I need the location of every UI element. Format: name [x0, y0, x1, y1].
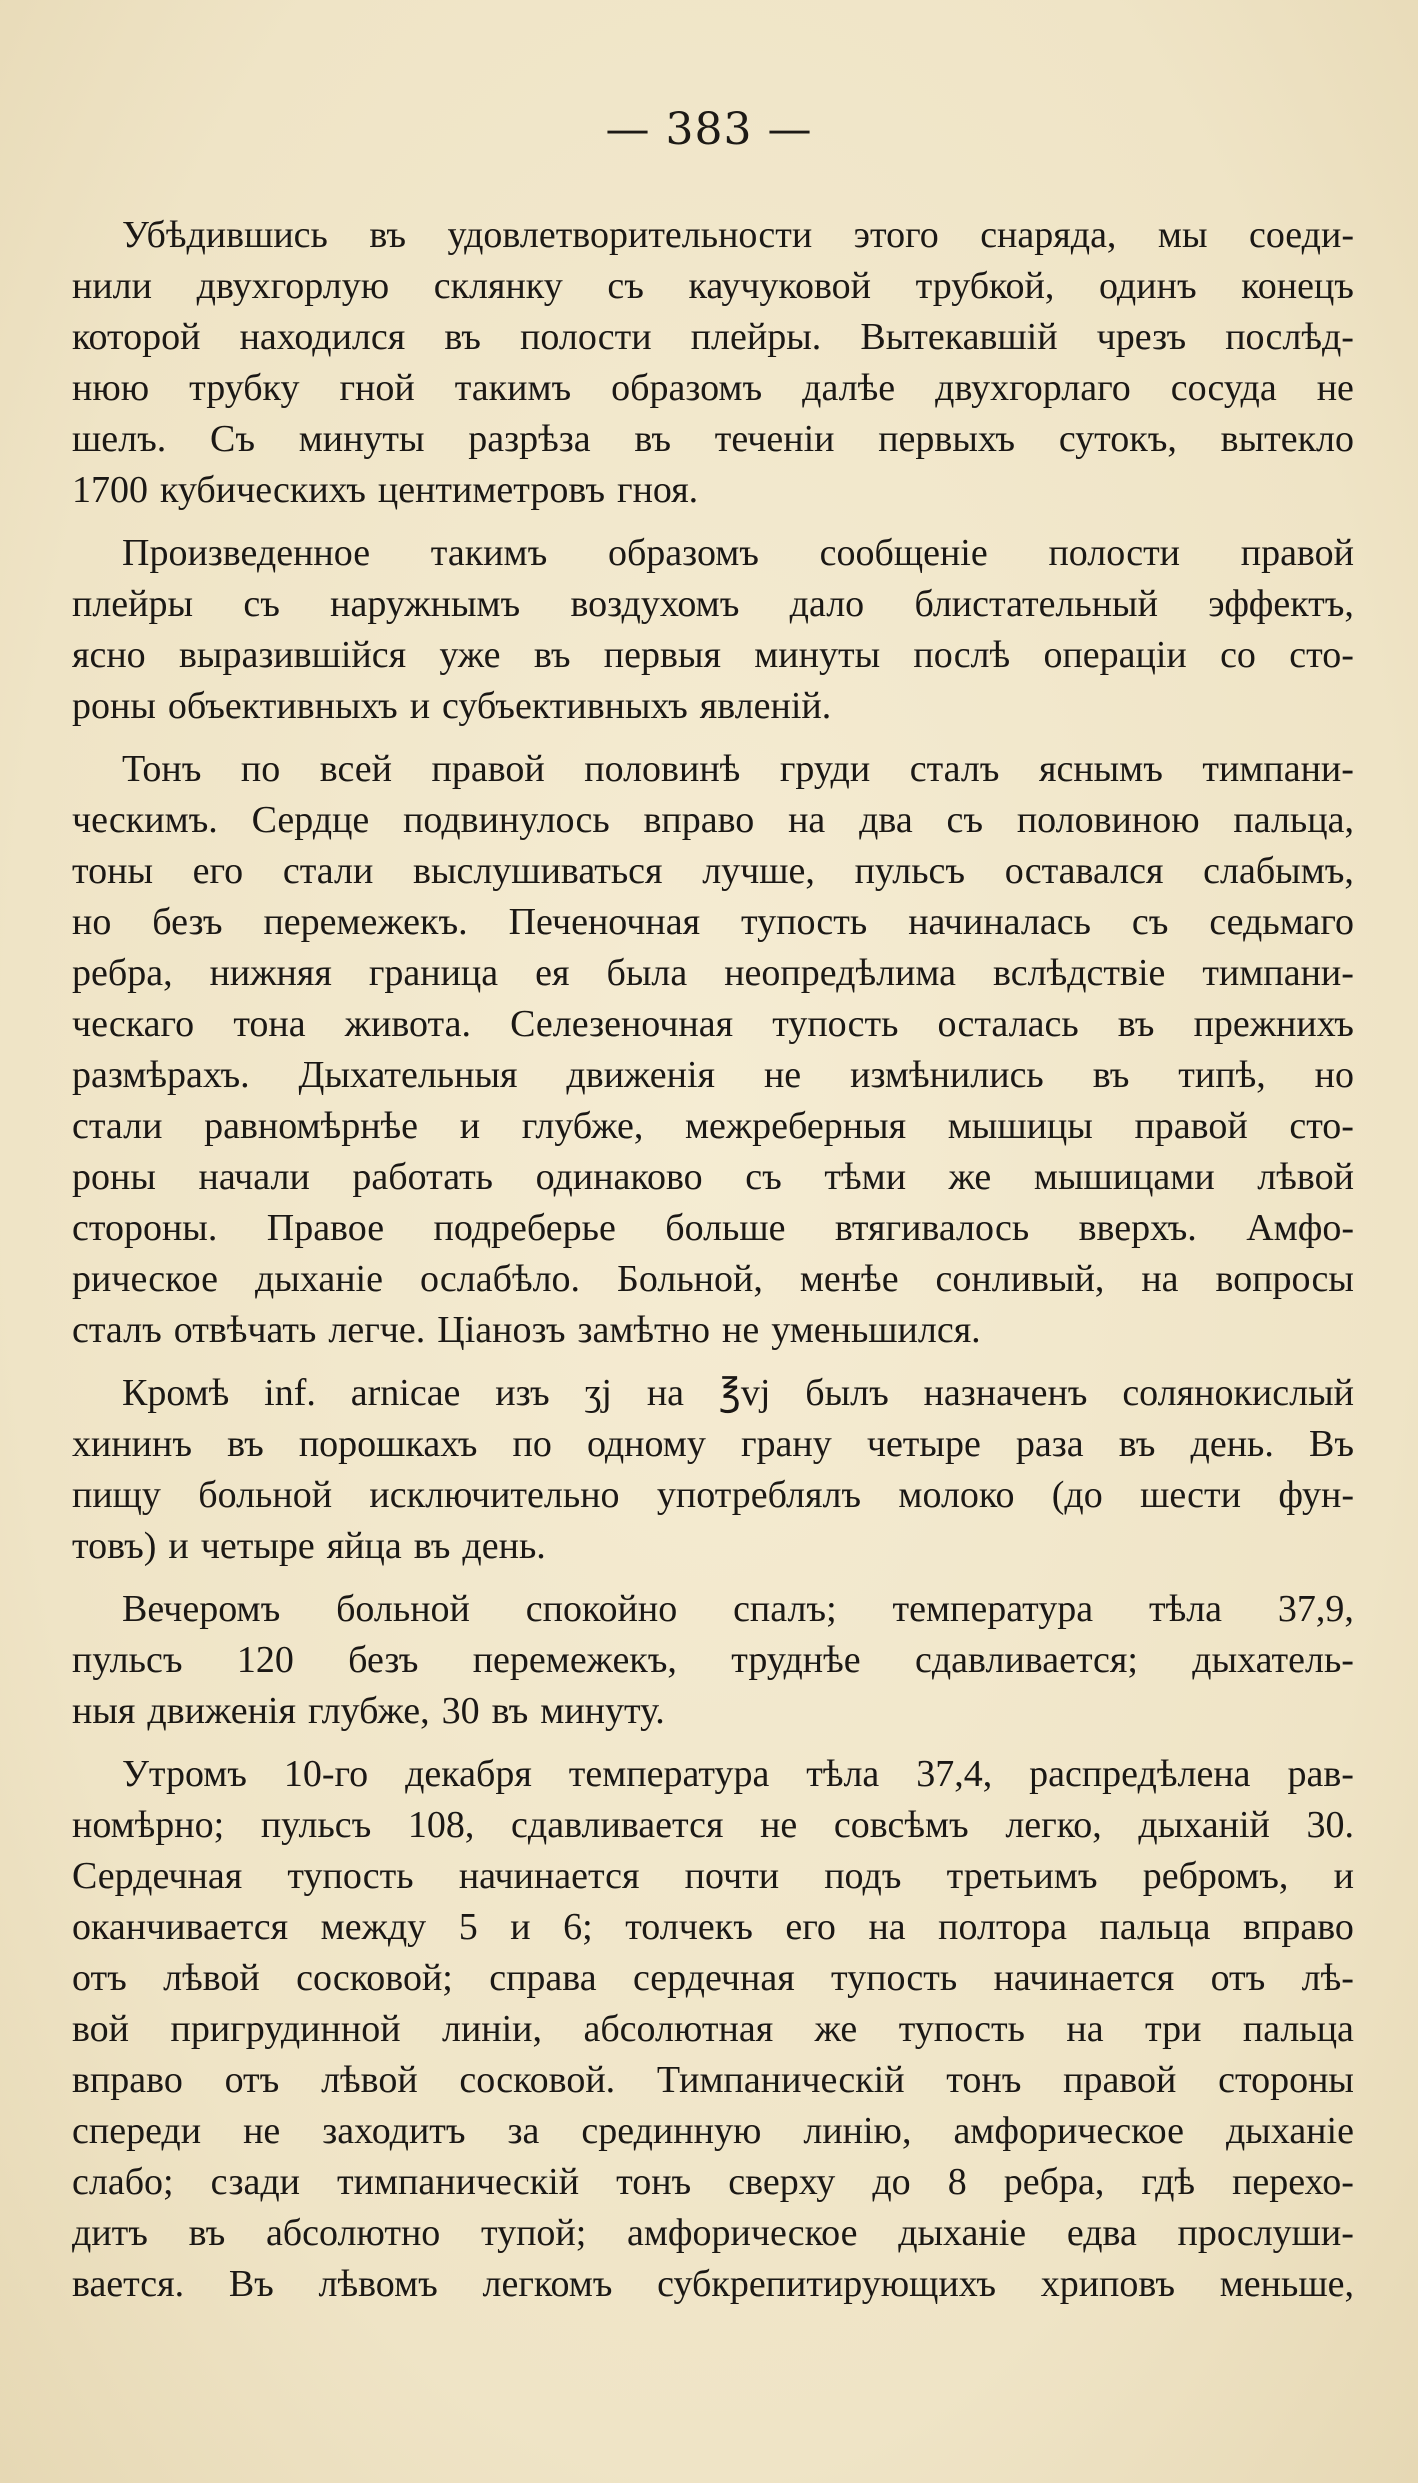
text-line: номѣрно; пульсъ 108, сдавливается не совсѣмъ легко, дыханій 30.	[72, 1804, 1354, 1846]
text-line: спереди не заходитъ за срединную линію, амфорическое дыханіе	[72, 2110, 1354, 2152]
page-number: — 383 —	[605, 104, 813, 155]
text-line: ясно выразившійся уже въ первыя минуты послѣ операціи со сто-	[72, 634, 1354, 676]
text-line: 1700 кубическихъ центиметровъ гноя.	[72, 469, 699, 511]
text-line: плейры съ наружнымъ воздухомъ дало блистательный эффектъ,	[72, 583, 1354, 625]
text-line: оканчивается между 5 и 6; толчекъ его на полтора пальца вправо	[72, 1906, 1354, 1948]
text-line: Вечеромъ больной спокойно спалъ; температура тѣла 37,9,	[122, 1588, 1354, 1630]
text-line: сталъ отвѣчать легче. Ціанозъ замѣтно не уменьшился.	[72, 1309, 981, 1351]
text-line: Кромѣ inf. arnicae изъ ʒj на ℥vj былъ назначенъ солянокислый	[122, 1372, 1354, 1414]
text-line: но безъ перемежекъ. Печеночная тупость начиналась съ седьмаго	[72, 901, 1354, 943]
text-line: отъ лѣвой сосковой; справа сердечная тупость начинается отъ лѣ-	[72, 1957, 1354, 1999]
text-line: которой находился въ полости плейры. Вытекавшій чрезъ послѣд-	[72, 316, 1354, 358]
text-line: дитъ въ абсолютно тупой; амфорическое дыханіе едва прослуши-	[72, 2212, 1354, 2254]
paragraph	[72, 1368, 1354, 1572]
text-line: ребра, нижняя граница ея была неопредѣлима вслѣдствіе тимпани-	[72, 952, 1354, 994]
text-line: вправо отъ лѣвой сосковой. Тимпаническій тонъ правой стороны	[72, 2059, 1354, 2101]
text-line: пищу больной исключительно употреблялъ молоко (до шести фун-	[72, 1474, 1354, 1516]
text-line: стали равномѣрнѣе и глубже, межреберныя мышицы правой сто-	[72, 1105, 1354, 1147]
text-line: вой пригрудинной линіи, абсолютная же тупость на три пальца	[72, 2008, 1354, 2050]
text-line: шелъ. Съ минуты разрѣза въ теченіи первыхъ сутокъ, вытекло	[72, 418, 1354, 460]
paragraph	[72, 528, 1354, 732]
text-line: ныя движенія глубже, 30 въ минуту.	[72, 1690, 665, 1732]
text-line: товъ) и четыре яйца въ день.	[72, 1525, 546, 1567]
text-line: хининъ въ порошкахъ по одному грану четыре раза въ день. Въ	[72, 1423, 1354, 1465]
text-line: Тонъ по всей правой половинѣ груди сталъ яснымъ тимпани-	[122, 748, 1354, 790]
text-line: Утромъ 10-го декабря температура тѣла 37,4, распредѣлена рав-	[122, 1753, 1354, 1795]
paragraph	[72, 1749, 1354, 2310]
text-line: Убѣдившись въ удовлетворительности этого снаряда, мы соеди-	[122, 214, 1354, 256]
paragraph	[72, 1584, 1354, 1737]
text-line: слабо; сзади тимпаническій тонъ сверху до 8 ребра, гдѣ перехо-	[72, 2161, 1354, 2203]
text-line: стороны. Правое подреберье больше втягивалось вверхъ. Амфо-	[72, 1207, 1354, 1249]
text-line: размѣрахъ. Дыхательныя движенія не измѣнились въ типѣ, но	[72, 1054, 1354, 1096]
paragraph	[72, 210, 1354, 516]
text-line: роны объективныхъ и субъективныхъ явленій.	[72, 685, 832, 727]
paragraph	[72, 744, 1354, 1356]
text-line: ческимъ. Сердце подвинулось вправо на два съ половиною пальца,	[72, 799, 1354, 841]
text-line: нюю трубку гной такимъ образомъ далѣе двухгорлаго сосуда не	[72, 367, 1354, 409]
text-line: ческаго тона живота. Селезеночная тупость осталась въ прежнихъ	[72, 1003, 1354, 1045]
text-line: роны начали работать одинаково съ тѣми же мышицами лѣвой	[72, 1156, 1354, 1198]
text-line: Произведенное такимъ образомъ сообщеніе полости правой	[122, 532, 1354, 574]
text-line: нили двухгорлую склянку съ каучуковой трубкой, одинъ конецъ	[72, 265, 1354, 307]
text-line: тоны его стали выслушиваться лучше, пульсъ оставался слабымъ,	[72, 850, 1354, 892]
text-line: пульсъ 120 безъ перемежекъ, труднѣе сдавливается; дыхатель-	[72, 1639, 1354, 1681]
body-text	[72, 210, 1354, 2310]
text-line: рическое дыханіе ослабѣло. Больной, менѣе сонливый, на вопросы	[72, 1258, 1354, 1300]
text-line: Сердечная тупость начинается почти подъ третьимъ ребромъ, и	[72, 1855, 1354, 1897]
text-line: вается. Въ лѣвомъ легкомъ субкрепитирующихъ хриповъ меньше,	[72, 2263, 1354, 2305]
